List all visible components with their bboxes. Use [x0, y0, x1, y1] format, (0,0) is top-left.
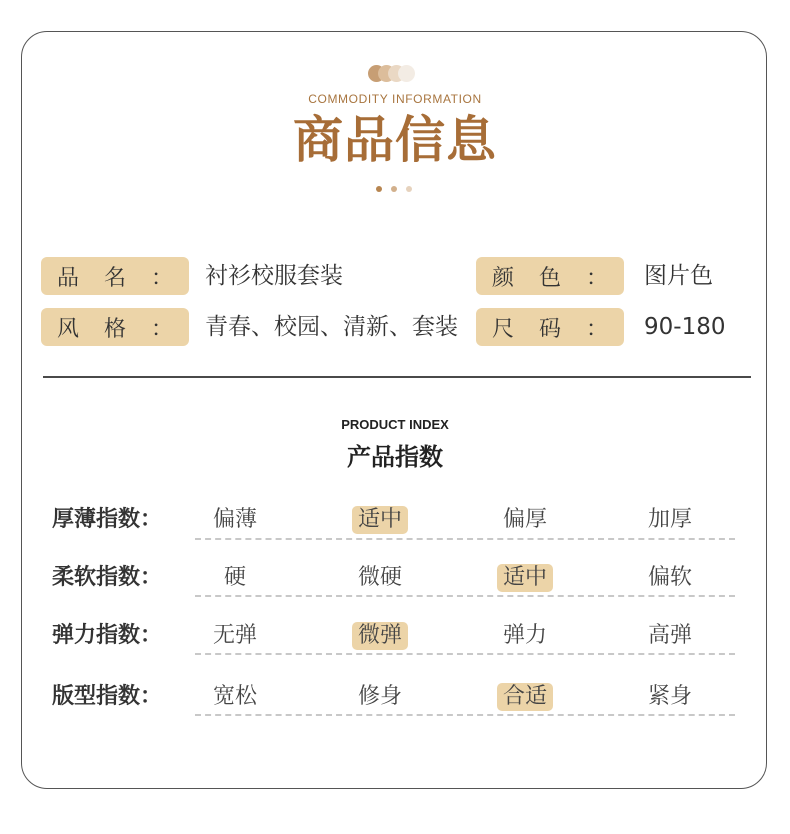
index-option-selected: 微弹	[330, 620, 430, 652]
index-row-label: 弹力指数：	[52, 623, 163, 648]
name-value: 衬衫校服套装	[205, 263, 343, 289]
dashed-divider	[195, 714, 735, 716]
index-option: 紧身	[647, 684, 692, 709]
product-index-en-title: PRODUCT INDEX	[341, 417, 449, 432]
index-option: 修身	[357, 684, 402, 709]
index-option: 宽松	[212, 684, 257, 709]
color-label: 颜 色 ：	[476, 257, 624, 295]
section-divider	[43, 376, 751, 378]
index-row-label: 版型指数：	[52, 684, 163, 709]
name-label: 品 名 ：	[41, 257, 189, 295]
decorative-dots-icon	[376, 186, 416, 194]
index-option: 硬	[223, 565, 246, 590]
index-option: 无弹	[212, 623, 257, 648]
size-label: 尺 码 ：	[476, 308, 624, 346]
style-label: 风 格 ：	[41, 308, 189, 346]
color-value: 图片色	[644, 263, 713, 289]
index-option: 偏厚	[502, 507, 547, 532]
style-value: 青春、校园、清新、套装	[205, 314, 458, 340]
index-row-label: 柔软指数：	[52, 565, 163, 590]
commodity-info-title: 商品信息	[293, 111, 497, 169]
dashed-divider	[195, 538, 735, 540]
index-option: 微硬	[357, 565, 402, 590]
index-option: 弹力	[502, 623, 547, 648]
decorative-circles-icon	[368, 65, 428, 83]
dashed-divider	[195, 595, 735, 597]
index-option: 加厚	[647, 507, 692, 532]
index-option: 高弹	[647, 623, 692, 648]
dashed-divider	[195, 653, 735, 655]
index-option-selected: 适中	[475, 562, 575, 594]
index-option: 偏薄	[212, 507, 257, 532]
index-option: 偏软	[647, 565, 692, 590]
product-index-title: 产品指数	[347, 443, 443, 471]
index-option-selected: 适中	[330, 504, 430, 536]
index-row-label: 厚薄指数：	[52, 507, 163, 532]
size-value: 90-180	[644, 314, 726, 340]
commodity-info-en-title: COMMODITY INFORMATION	[308, 92, 482, 106]
index-option-selected: 合适	[475, 681, 575, 713]
